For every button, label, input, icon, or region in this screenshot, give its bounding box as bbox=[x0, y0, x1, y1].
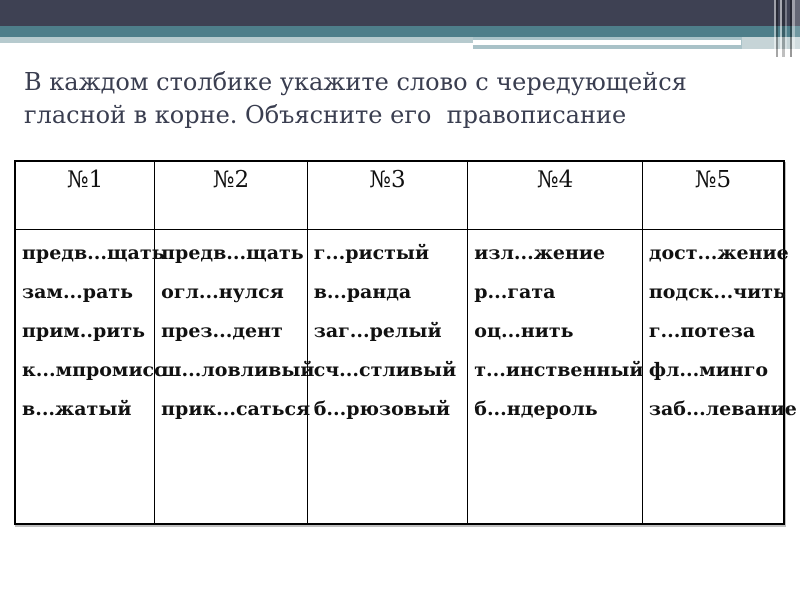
table-body-row bbox=[15, 229, 784, 524]
word-item: предв...щать bbox=[22, 241, 165, 264]
word-column-1 bbox=[15, 229, 166, 524]
word-item: г...потеза bbox=[648, 319, 756, 342]
word-item: ш...ловливый bbox=[161, 358, 315, 381]
word-column-2 bbox=[155, 229, 315, 524]
word-item: фл...минго bbox=[648, 358, 769, 381]
table-header-cell-2: №2 bbox=[155, 161, 308, 229]
word-item: зам...рать bbox=[22, 280, 134, 303]
word-item: в...жатый bbox=[22, 397, 132, 420]
word-item: т...инственный bbox=[474, 358, 644, 381]
word-item: к...мпромисс bbox=[22, 358, 166, 381]
word-item: предв...щать bbox=[161, 241, 304, 264]
word-item: б...рюзовый bbox=[313, 397, 451, 420]
word-item: заб...левание bbox=[648, 397, 797, 420]
word-column-4 bbox=[468, 229, 643, 524]
word-item: дост...жение bbox=[648, 241, 789, 264]
word-item: изл...жение bbox=[474, 241, 606, 264]
top-bar bbox=[0, 0, 800, 26]
word-item: р...гата bbox=[474, 280, 556, 303]
accent-teal-bar bbox=[0, 26, 800, 37]
corner-vertical-stripes bbox=[772, 0, 800, 57]
white-stripe bbox=[473, 40, 741, 45]
word-item: през...дент bbox=[161, 319, 283, 342]
word-item: огл...нулся bbox=[161, 280, 284, 303]
word-item: б...ндероль bbox=[474, 397, 598, 420]
word-item: оц...нить bbox=[474, 319, 574, 342]
pale-strip-left bbox=[0, 37, 473, 43]
word-item: г...ристый bbox=[313, 241, 430, 264]
word-column-5 bbox=[642, 229, 797, 524]
table-header-cell-1: №1 bbox=[15, 161, 155, 229]
word-item: заг...релый bbox=[313, 319, 442, 342]
table-header-cell-3: №3 bbox=[307, 161, 468, 229]
table-header-cell-4: №4 bbox=[468, 161, 643, 229]
table-header-cell-5: №5 bbox=[642, 161, 784, 229]
word-item: в...ранда bbox=[313, 280, 412, 303]
words-table bbox=[14, 160, 797, 525]
table-header-row bbox=[15, 161, 784, 229]
word-column-3 bbox=[307, 229, 468, 524]
word-item: сч...стливый bbox=[313, 358, 457, 381]
word-item: прик...саться bbox=[161, 397, 311, 420]
word-item: прим..рить bbox=[22, 319, 146, 342]
slide-title: В каждом столбике укажите слово с чередующейся гласной в корне. Объясните его правописание bbox=[24, 68, 695, 129]
word-item: подск...чить bbox=[648, 280, 786, 303]
